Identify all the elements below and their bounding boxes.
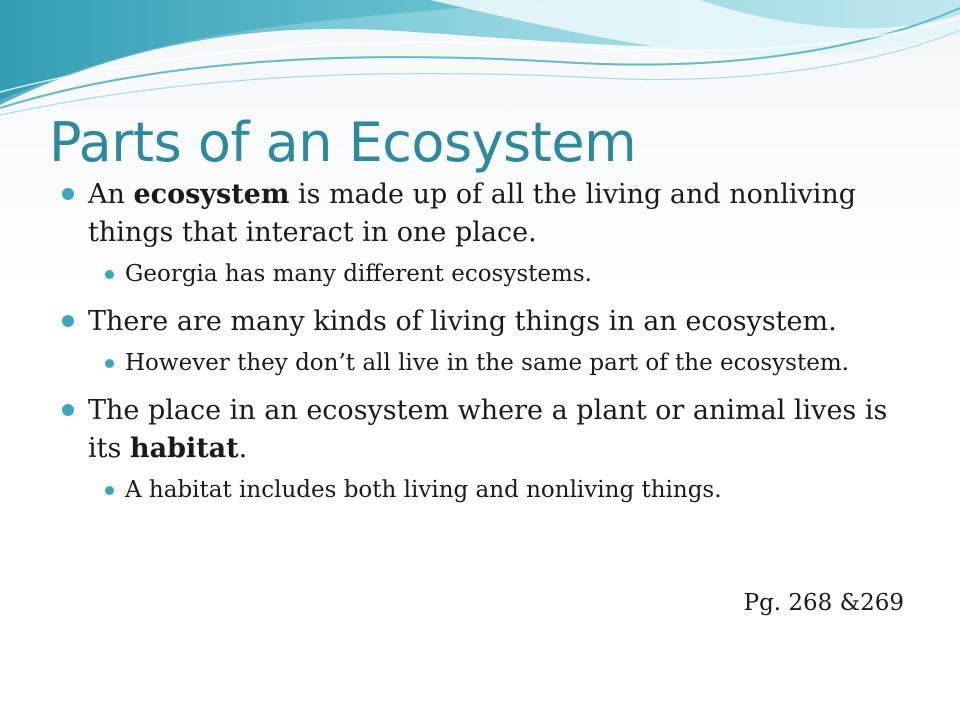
bullet-dot	[105, 359, 114, 368]
term-ecosystem: ecosystem	[133, 179, 290, 210]
slide-title: Parts of an Ecosystem	[49, 111, 637, 174]
bullet-text: A habitat includes both living and nonliving things.	[125, 477, 722, 503]
bullet-dot	[62, 188, 74, 200]
bullet-text-prefix: An	[88, 179, 134, 210]
bullet-text-suffix: .	[238, 433, 248, 464]
bullet-dot	[105, 486, 114, 495]
list-item	[60, 392, 910, 468]
header-wave-decoration	[0, 0, 960, 120]
list-item	[60, 303, 910, 341]
bullet-text: However they don’t all live in the same part of the ecosystem.	[125, 350, 849, 376]
bullet-dot	[105, 270, 114, 279]
bullet-list	[60, 176, 910, 519]
bullet-text-prefix: The place in an ecosystem where a plant or animal lives is its	[88, 395, 888, 464]
list-item	[60, 258, 910, 291]
bullet-text-suffix: is made up of all the living and nonliving things that interact in one place.	[88, 179, 857, 248]
bullet-dot	[62, 404, 74, 416]
list-item	[60, 474, 910, 507]
bullet-text: There are many kinds of living things in an ecosystem.	[88, 306, 837, 337]
bullet-text: Georgia has many different ecosystems.	[125, 261, 592, 287]
list-item	[60, 176, 910, 252]
term-habitat: habitat	[129, 433, 239, 464]
list-item	[60, 347, 910, 380]
bullet-dot	[62, 315, 74, 327]
page-reference: Pg. 268 &269	[743, 590, 904, 616]
